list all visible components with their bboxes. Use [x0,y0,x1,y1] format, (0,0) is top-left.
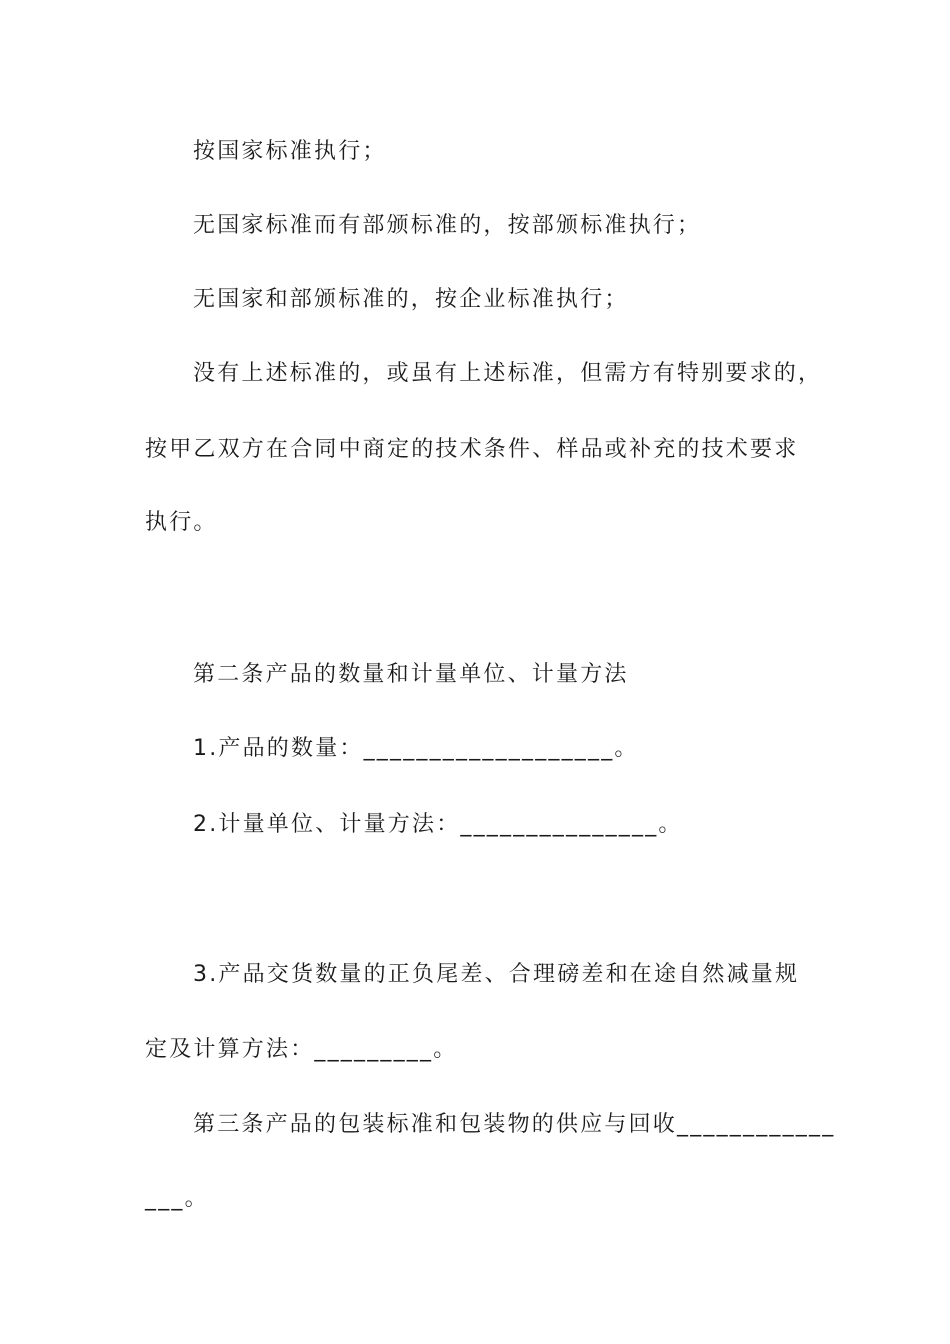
paragraph-line: 按国家标准执行； [193,139,387,164]
clause-item: 2.计量单位、计量方法：_______________。 [193,812,683,837]
section-heading: 第三条产品的包装标准和包装物的供应与回收____________ [193,1112,836,1137]
paragraph-line: 无国家标准而有部颁标准的，按部颁标准执行； [193,213,702,238]
section-heading: 第二条产品的数量和计量单位、计量方法 [193,662,629,687]
paragraph-line: 按甲乙双方在合同中商定的技术条件、样品或补充的技术要求 [145,437,799,462]
clause-item: 1.产品的数量：___________________。 [193,736,639,761]
section-heading-continuation: ___。 [145,1186,209,1211]
clause-item-continuation: 定及计算方法：_________。 [145,1037,458,1062]
paragraph-line: 无国家和部颁标准的，按企业标准执行； [193,287,629,312]
paragraph-line: 没有上述标准的，或虽有上述标准，但需方有特别要求的， [193,361,823,386]
clause-item: 3.产品交货数量的正负尾差、合理磅差和在途自然减量规 [193,962,800,987]
paragraph-line: 执行。 [145,510,218,535]
